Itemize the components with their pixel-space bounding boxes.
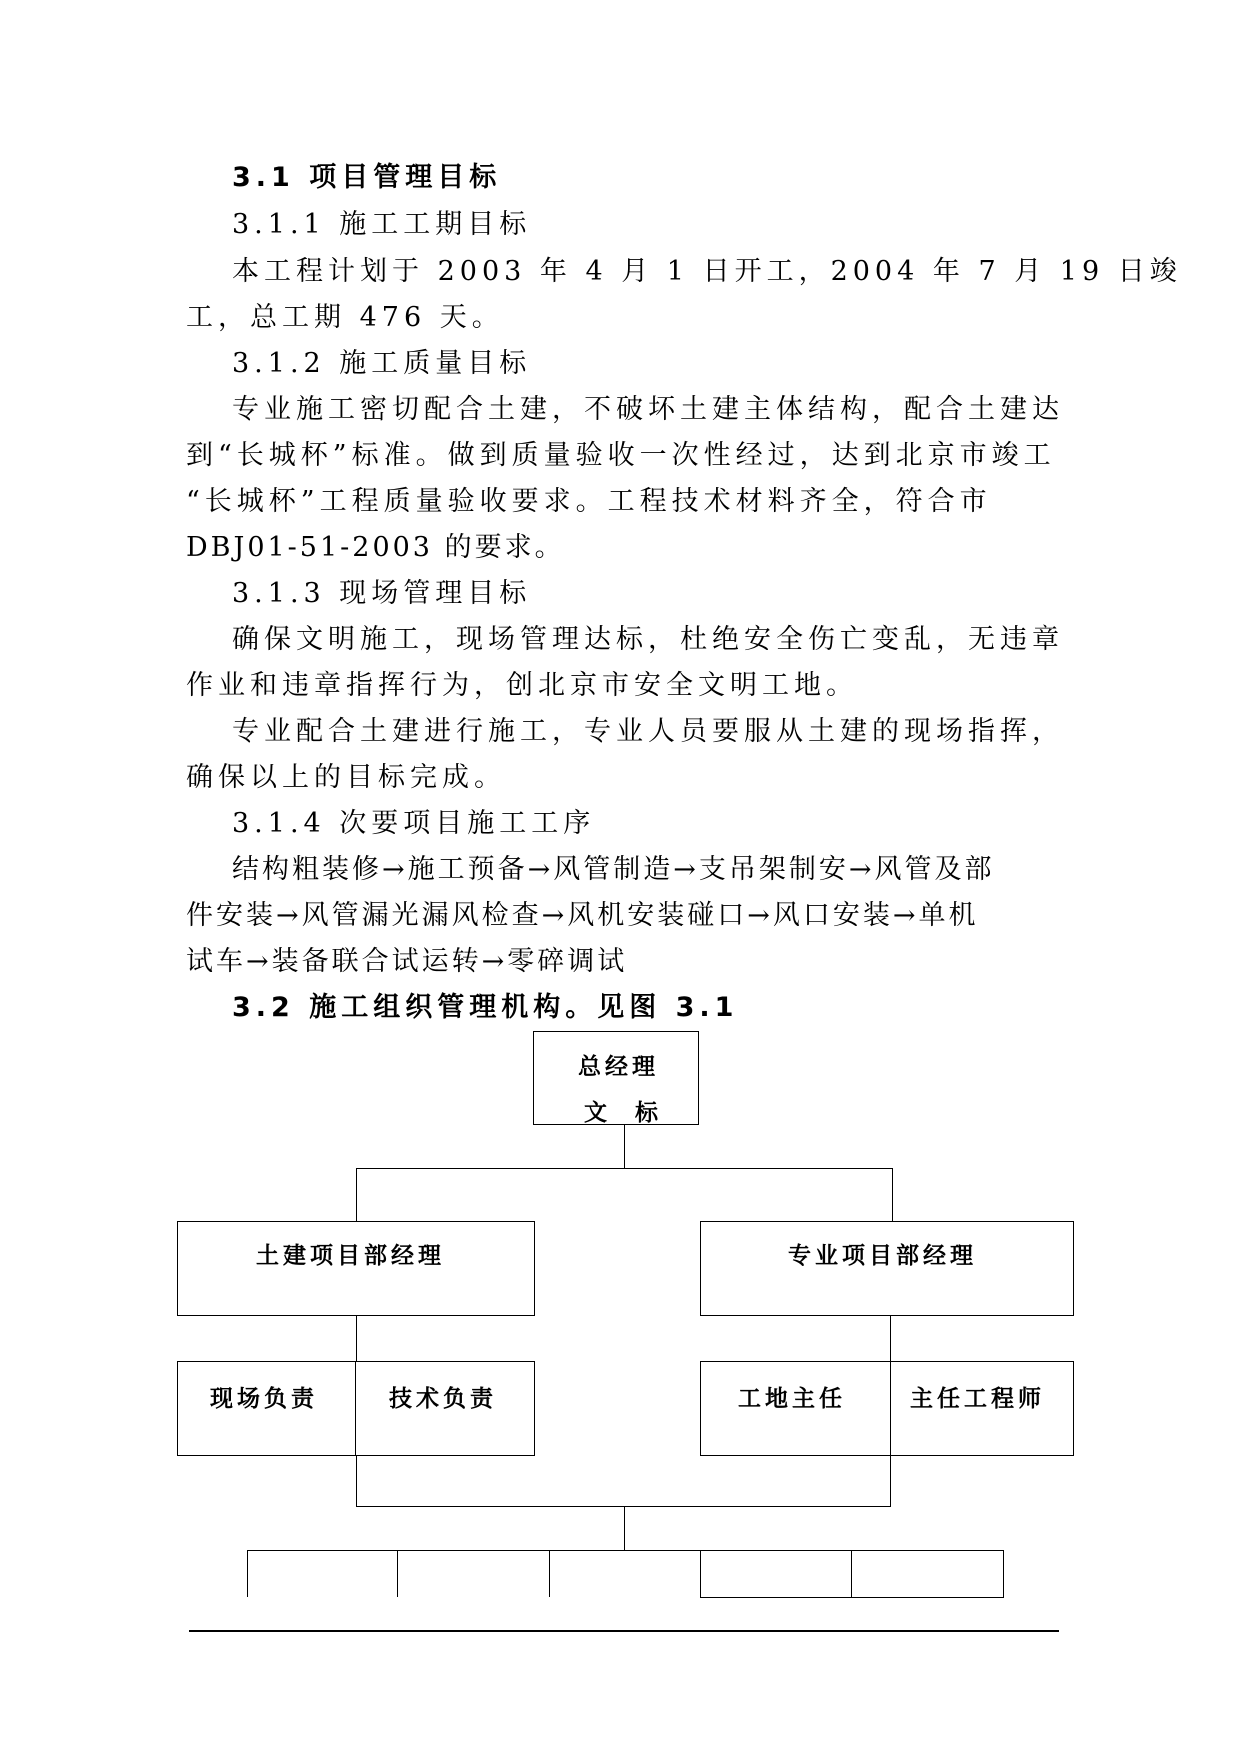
section-heading-3-2: 3.2 施工组织管理机构。见图 3.1 — [232, 992, 739, 1023]
org-connector — [247, 1550, 1004, 1551]
paragraph-line: “长城杯”工程质量验收要求。工程技术材料齐全，符合市 — [186, 486, 992, 517]
org-label-site-director: 工地主任 — [738, 1386, 846, 1412]
paragraph-line: 试车→装备联合试运转→零碎调试 — [186, 946, 628, 977]
org-connector — [397, 1550, 398, 1597]
paragraph-line: 作业和违章指挥行为，创北京市安全文明工地。 — [186, 670, 858, 701]
org-label-site-lead: 现场负责 — [210, 1386, 318, 1412]
org-label-general-manager: 总经理 — [578, 1054, 659, 1080]
org-connector — [356, 1316, 357, 1361]
org-connector — [624, 1125, 625, 1168]
org-label-specialty-manager: 专业项目部经理 — [788, 1243, 977, 1269]
paragraph-line: 到“长城杯”标准。做到质量验收一次性经过，达到北京市竣工 — [186, 440, 1056, 471]
paragraph-line: 结构粗装修→施工预备→风管制造→支吊架制安→风管及部 — [232, 854, 995, 885]
org-connector — [247, 1550, 248, 1597]
org-connector — [700, 1597, 1004, 1598]
paragraph-line: 确保以上的目标完成。 — [186, 762, 506, 793]
org-connector — [892, 1168, 893, 1221]
org-connector — [700, 1550, 701, 1597]
section-heading-3-1: 3.1 项目管理目标 — [232, 162, 502, 193]
org-label-chief-engineer: 主任工程师 — [910, 1386, 1045, 1412]
subsection-title-3-1-2: 3.1.2 施工质量目标 — [232, 348, 532, 379]
org-connector — [624, 1506, 625, 1550]
paragraph-line: 确保文明施工，现场管理达标，杜绝安全伤亡变乱，无违章 — [232, 624, 1064, 655]
org-connector — [890, 1456, 891, 1506]
page-divider — [189, 1630, 1059, 1632]
paragraph-line: 件安装→风管漏光漏风检查→风机安装碰口→风口安装→单机 — [186, 900, 979, 931]
paragraph-line: 专业施工密切配合土建，不破坏土建主体结构，配合土建达 — [232, 394, 1064, 425]
org-label-tech-lead: 技术负责 — [389, 1386, 497, 1412]
org-connector — [356, 1168, 892, 1169]
org-connector — [356, 1168, 357, 1221]
subsection-title-3-1-1: 3.1.1 施工工期目标 — [232, 209, 532, 240]
paragraph-line: 工，总工期 476 天。 — [186, 302, 504, 333]
paragraph-line: DBJ01-51-2003 的要求。 — [186, 532, 565, 563]
org-connector — [356, 1456, 357, 1506]
paragraph-line: 专业配合土建进行施工，专业人员要服从土建的现场指挥， — [232, 716, 1064, 747]
org-connector — [851, 1550, 852, 1597]
subsection-title-3-1-3: 3.1.3 现场管理目标 — [232, 578, 532, 609]
paragraph-line: 本工程计划于 2003 年 4 月 1 日开工，2004 年 7 月 19 日竣 — [232, 256, 1182, 287]
org-label-civil-manager: 土建项目部经理 — [256, 1243, 445, 1269]
org-connector — [1003, 1550, 1004, 1597]
org-connector — [549, 1550, 550, 1597]
org-label-general-manager-name: 文 标 — [584, 1100, 669, 1126]
subsection-title-3-1-4: 3.1.4 次要项目施工工序 — [232, 808, 596, 839]
org-connector — [890, 1316, 891, 1361]
